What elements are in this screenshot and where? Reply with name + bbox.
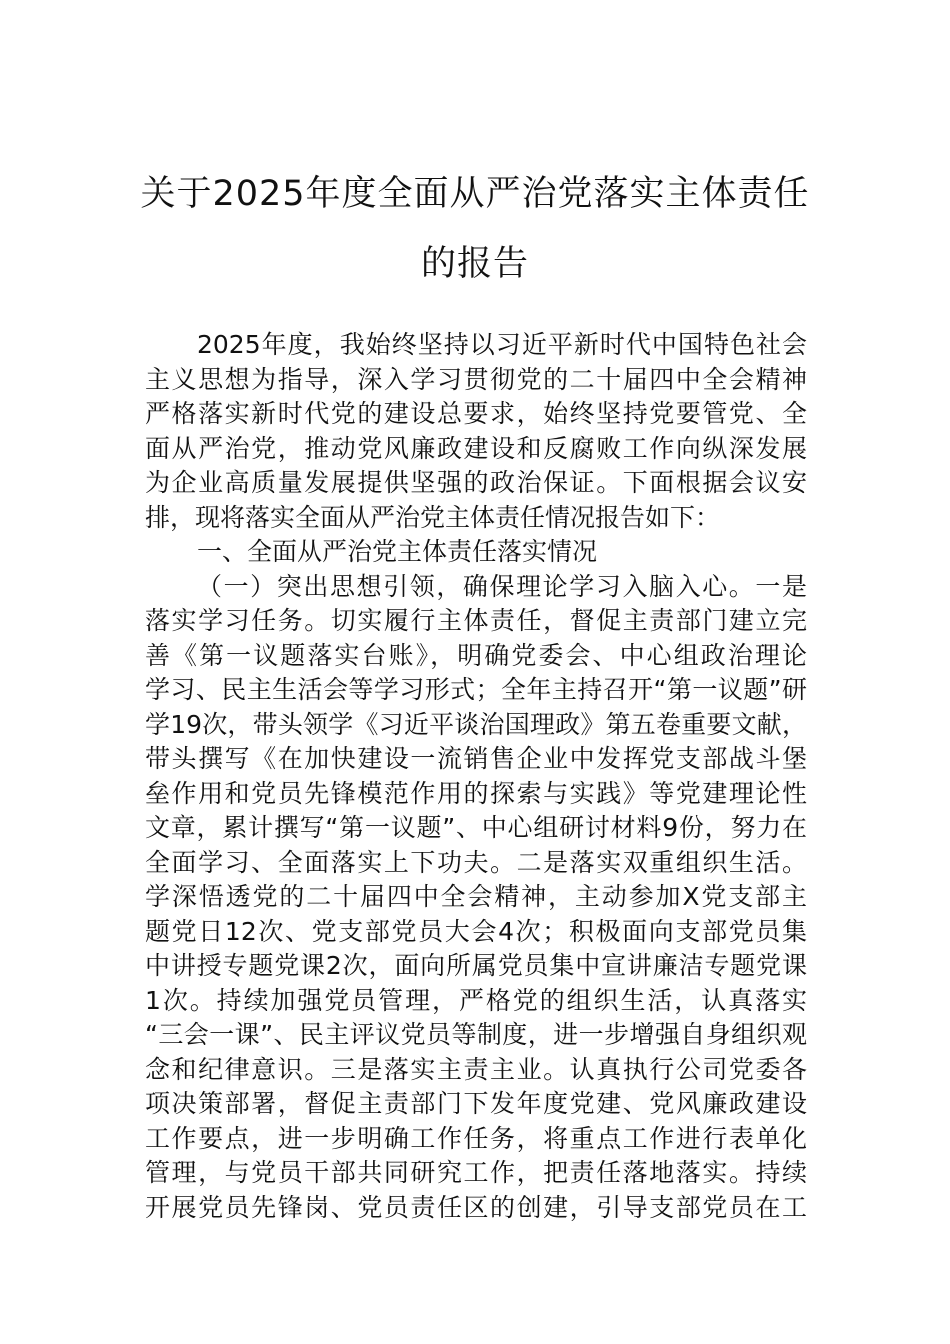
text-line: 2025年度，我始终坚持以习近平新时代中国特色社会 xyxy=(197,330,807,359)
text-line: 项决策部署，督促主责部门下发年度党建、党风廉政建设 xyxy=(145,1089,807,1118)
text-line: 主义思想为指导，深入学习贯彻党的二十届四中全会精神 xyxy=(145,364,807,394)
text-line: 带头撰写《在加快建设一流销售企业中发挥党支部战斗堡 xyxy=(145,744,807,773)
document-body xyxy=(145,328,807,1225)
text-line: 落实学习任务。切实履行主体责任，督促主责部门建立完 xyxy=(145,606,807,635)
text-line: 管理，与党员干部共同研究工作，把责任落地落实。持续 xyxy=(145,1158,807,1187)
text-line: 1次。持续加强党员管理，严格党的组织生活，认真落实 xyxy=(145,985,807,1015)
text-line: 严格落实新时代党的建设总要求，始终坚持党要管党、全 xyxy=(145,399,807,428)
text-line: 文章，累计撰写“第一议题”、中心组研讨材料9份，努力在 xyxy=(145,813,807,842)
text-line: 学19次，带头领学《习近平谈治国理政》第五卷重要文献， xyxy=(145,709,807,739)
text-line: 垒作用和党员先锋模范作用的探索与实践》等党建理论性 xyxy=(145,778,807,808)
text-line: 一、全面从严治党主体责任落实情况 xyxy=(197,537,598,566)
text-line: 工作要点，进一步明确工作任务，将重点工作进行表单化 xyxy=(145,1123,807,1153)
text-line: （一）突出思想引领，确保理论学习入脑入心。一是 xyxy=(197,571,807,601)
text-line: 面从严治党，推动党风廉政建设和反腐败工作向纵深发展 xyxy=(145,433,807,463)
text-line: “三会一课”、民主评议党员等制度，进一步增强自身组织观 xyxy=(145,1020,807,1049)
text-line: 善《第一议题落实台账》，明确党委会、中心组政治理论 xyxy=(145,640,807,670)
text-line: 学深悟透党的二十届四中全会精神，主动参加X党支部主 xyxy=(145,882,807,911)
text-line: 排，现将落实全面从严治党主体责任情况报告如下： xyxy=(145,502,721,532)
document-title-line-2: 的报告 xyxy=(420,244,529,284)
document-title-line-1: 关于2025年度全面从严治党落实主体责任 xyxy=(140,174,810,214)
text-line: 念和纪律意识。三是落实主责主业。认真执行公司党委各 xyxy=(145,1054,807,1084)
text-line: 题党日12次、党支部党员大会4次；积极面向支部党员集 xyxy=(145,916,807,946)
text-line: 学习、民主生活会等学习形式；全年主持召开“第一议题”研 xyxy=(145,675,807,704)
text-line: 为企业高质量发展提供坚强的政治保证。下面根据会议安 xyxy=(145,468,807,497)
text-line: 全面学习、全面落实上下功夫。二是落实双重组织生活。 xyxy=(145,847,807,877)
text-line: 中讲授专题党课2次，面向所属党员集中宣讲廉洁专题党课 xyxy=(145,951,807,980)
text-line: 开展党员先锋岗、党员责任区的创建，引导支部党员在工 xyxy=(145,1192,807,1222)
